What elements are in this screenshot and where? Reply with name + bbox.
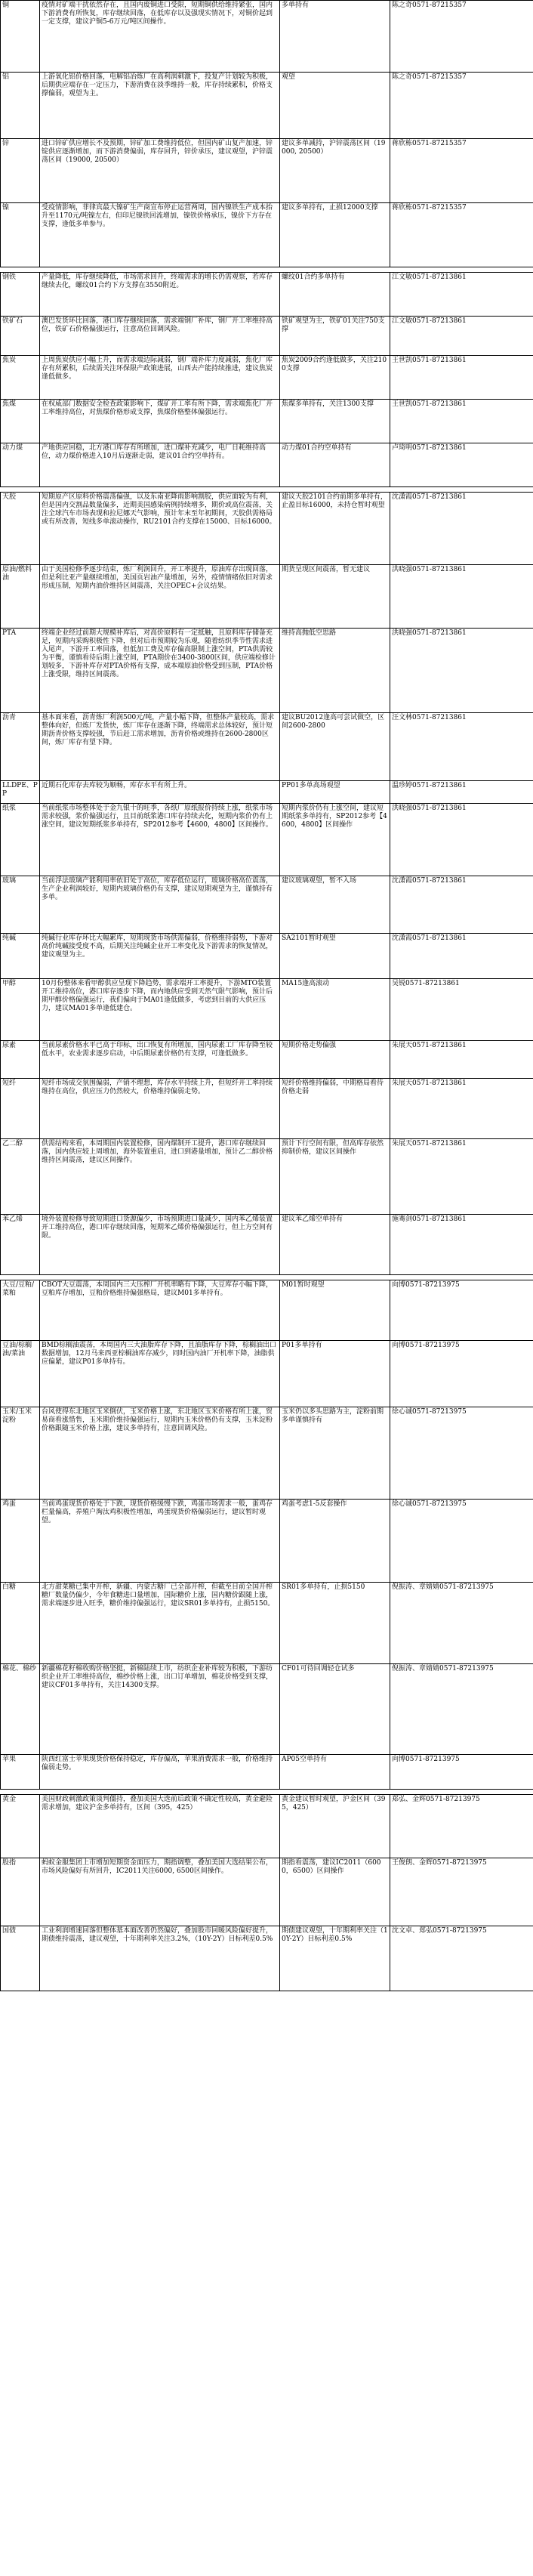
table-row-staple-fiber (1, 1079, 533, 1139)
advice-text: MA15逢高滚动 (280, 979, 390, 1041)
commodity-name: 焦煤 (1, 400, 40, 443)
commodity-name: 棉花、棉纱 (1, 1664, 40, 1755)
analyst-contact: 蒋欣栋0571-87215357 (390, 203, 533, 267)
table-row-copper (1, 1, 533, 73)
analysis-text: 境外装置检修导致短期进口货源偏少，市场预期进口量减少，国内苯乙烯装置开工维持高位，港口库存继续回落，短期苯乙烯价格偏强运行，但上方空间有限。 (40, 1215, 280, 1275)
analysis-text: 由于美国检修季逐步结束，炼厂利润回升，开工率提升，原油库存出现回落，但是利比亚产量继续增加，美国页岩油产量增加，另外，疫情情绪依旧对需求形成压制，短期内油价维持区间震荡，关注OPEC+会议结果。 (40, 565, 280, 629)
analysis-text: 产地供应回稳，北方港口库存有所增加，进口煤补充减少，电厂日耗维持高位，动力煤价格进入10月后逐渐走弱，建议01合约空单持有。 (40, 443, 280, 487)
table-row-aluminium (1, 73, 533, 139)
advice-text: PP01多单高场观望 (280, 781, 390, 804)
commodity-name: 乙二醇 (1, 1139, 40, 1215)
analysis-text: 短纤市场成交氛围偏弱，产销不理想，库存水平持续上升，但短纤开工率持续维持在高位，供应压力仍然较大，价格维持偏弱走势。 (40, 1079, 280, 1139)
advice-text: AP05空单持有 (280, 1755, 390, 1790)
commodity-name: 铁矿石 (1, 317, 40, 356)
analysis-text: 短期原产区原料价格震荡偏强，以及东南亚降雨影响割胶，供应面较为有利，但是国内交割品数量偏多，近期美国感染病例持续增多，期价或高位震荡，关注全球汽车市场表现和拉尼娜天气影响，预计年末至年初期间，天胶供需格局或有所改善，短线多单滚动操作，RU2101合约支撑在15000、目标16000。 (40, 493, 280, 565)
advice-text: 维持高抛低空思路 (280, 629, 390, 713)
commodity-name: 锌 (1, 139, 40, 203)
advice-text: 焦炭2009合约逢低做多，关注2100支撑 (280, 356, 390, 400)
commodity-name: 原油/燃料油 (1, 565, 40, 629)
analyst-contact: 向博0571-87213975 (390, 1280, 533, 1341)
analyst-contact: 沈文卓、郑弘0571-87213975 (390, 1926, 533, 1991)
table-row-styrene (1, 1215, 533, 1275)
section-gap (1, 1790, 533, 1795)
table-row-nickel (1, 203, 533, 267)
advice-text: SR01多单持有，止损5150 (280, 1583, 390, 1664)
analyst-contact: 朱展天0571-87213861 (390, 1139, 533, 1215)
advice-text: P01多单持有 (280, 1341, 390, 1407)
advice-text: 焦煤多单持有，关注1300支撑 (280, 400, 390, 443)
commodity-name: 短纤 (1, 1079, 40, 1139)
table-row-sugar (1, 1583, 533, 1664)
table-row-zinc (1, 139, 533, 203)
analyst-contact: 郑弘、金辉0571-87213975 (390, 1795, 533, 1858)
analysis-text: 上周焦炭供应小幅上升，而需求端边际减弱，钢厂端补库力度减弱，焦化厂库存有所累积，后续需关注环保限产政策进展，山西去产能持续推进，建议焦炭逢低做多。 (40, 356, 280, 400)
commodity-name: 苯乙烯 (1, 1215, 40, 1275)
advice-text: 铁矿观望为主，铁矿01关注750支撑 (280, 317, 390, 356)
advice-text: 螺纹01合约多单持有 (280, 273, 390, 317)
commodity-name: 玉米/玉米淀粉 (1, 1407, 40, 1500)
table-row-thermal-coal (1, 443, 533, 487)
table-row-meg (1, 1139, 533, 1215)
analysis-text: 纯碱行业库存环比大幅累库，短期现货市场供需偏弱，价格维持弱势，下游对高价纯碱接受度不高，后期关注纯碱企业开工率变化及下游需求的恢复情况，建议观望为主。 (40, 934, 280, 979)
commodity-name: 甲醇 (1, 979, 40, 1041)
commodity-name: LLDPE、PP (1, 781, 40, 804)
table-row-urea (1, 1041, 533, 1079)
analysis-text: 工业利润增速回落但整体基本面改善仍然偏好，叠加股市回暖风险偏好提升，期债维持震荡，建议观望，十年期利率关注3.2%，（10Y-2Y）目标利差0.5% (40, 1926, 280, 1991)
section-gap (1, 1275, 533, 1280)
analysis-text: 新疆棉花籽棉收购价格坚挺，新棉陆续上市，纺织企业补库较为积极，下游纺织企业开工率维持高位，棉纱价格上涨，出口订单增加，棉花价格受到支撑，建议CF01多单持有，关注14300支撑。 (40, 1664, 280, 1755)
table-row-asphalt (1, 713, 533, 781)
analysis-text: 供需结构来看，本周期国内装置检修，国内煤制开工提升，港口库存继续回落，国内供应较上周增加，海外装置重启，进口到港量增加，预计乙二醇价格维持区间震荡，建议区间操作。 (40, 1139, 280, 1215)
commodity-name: 大豆/豆粕/菜粕 (1, 1280, 40, 1341)
analysis-text: 蚂蚁金服集团上市增加短期资金面压力，期指调整，叠加美国大选结果公布，市场风险偏好有所回升，IC2011关注6000, 6500区间操作。 (40, 1858, 280, 1926)
commodity-name: 焦炭 (1, 356, 40, 400)
table-row-coke (1, 356, 533, 400)
advice-text: 建议多单减持，沪锌震荡区间（19000, 20500） (280, 139, 390, 203)
analyst-contact: 温珍婷0571-87213861 (390, 781, 533, 804)
analyst-contact: 沈潇霞0571-87213861 (390, 493, 533, 565)
advice-text: 预计下行空间有限，但高库存依然抑制价格，建议区间操作 (280, 1139, 390, 1215)
advice-text: 期债建议观望，十年期利率关注（10Y-2Y）目标利差0.5% (280, 1926, 390, 1991)
advice-text: 短纤价格维持偏弱，中期格局看待价格走弱 (280, 1079, 390, 1139)
commodity-name: 镍 (1, 203, 40, 267)
analyst-contact: 陈之奇0571-87215357 (390, 1, 533, 73)
analysis-text: 北方甜菜糖已集中开榨，新疆、内蒙古糖厂已全部开榨，但截至目前全国开榨糖厂数量仍偏少，今年食糖进口量增加，国际糖价上涨，国内糖价跟随上涨，需求端逐步进入旺季，糖价维持偏强运行，建议SR01多单持有，止损5150。 (40, 1583, 280, 1664)
table-row-oils (1, 1341, 533, 1407)
analyst-contact: 沈潇霞0571-87213861 (390, 876, 533, 934)
table-row-pulp (1, 804, 533, 876)
commodity-name: 动力煤 (1, 443, 40, 487)
analyst-contact: 江文敏0571-87213861 (390, 317, 533, 356)
analyst-contact: 沈潇霞0571-87213861 (390, 934, 533, 979)
analysis-text: 近期石化库存去库较为顺畅，库存水平有所上升。 (40, 781, 280, 804)
advice-text: 多单持有 (280, 1, 390, 73)
table-row-lldpe-pp (1, 781, 533, 804)
commodity-name: 玻璃 (1, 876, 40, 934)
table-row-index-futures (1, 1858, 533, 1926)
analysis-text: 基本面来看，沥青炼厂利润500元/吨，产量小幅下降，但整体产量较高，需求整体向好，但炼厂发货快，炼厂库存在逐渐下降，终端需求总体较好，预计短期沥青价格支撑较强，节后赶工需求增加，沥青价格或维持在2600-2800区间，炼厂库存有望下降。 (40, 713, 280, 781)
commodity-name: 黄金 (1, 1795, 40, 1858)
table-row-cotton (1, 1664, 533, 1755)
table-row-rubber (1, 493, 533, 565)
analysis-text: 受疫情影响，菲律宾最大镍矿生产商宣布停止运营两周，国内镍铁生产成本抬升至1170元/吨镍左右，但印尼镍铁回流增加，镍铁价格承压，镍价下方存在支撑，逢低多单参与。 (40, 203, 280, 267)
analysis-text: CBOT大豆震荡，本周国内三大压榨厂开机率略有下降，大豆库存小幅下降，豆粕库存增加，豆粕价格维持偏强格局，建议M01多单持有。 (40, 1280, 280, 1341)
analyst-contact: 蒋欣栋0571-87215357 (390, 139, 533, 203)
analyst-contact: 王世凯0571-87213861 (390, 400, 533, 443)
section-gap (1, 487, 533, 493)
analyst-contact: 江文敏0571-87213861 (390, 273, 533, 317)
analysis-text: 产量降低，库存继续降低，市场需求回升，终端需求的增长仍需观察，若库存继续去化，螺纹01合约下方支撑在3550附近。 (40, 273, 280, 317)
advice-text: 玉米仍以多头思路为主，淀粉前期多单谨慎持有 (280, 1407, 390, 1500)
analyst-contact: 施骞剑0571-87213861 (390, 1215, 533, 1275)
advice-text: 观望 (280, 73, 390, 139)
commodity-name: 鸡蛋 (1, 1500, 40, 1583)
analysis-text: 当前鸡蛋现货价格处于下跌，现货价格缓慢下跌，鸡蛋市场需求一般，蛋鸡存栏量偏高，养殖户淘汰鸡积极性增加，鸡蛋现货价格偏弱运行，建议暂时观望。 (40, 1500, 280, 1583)
commodity-name: 白糖 (1, 1583, 40, 1664)
analyst-contact: 汪文林0571-87213861 (390, 713, 533, 781)
analysis-text: 台风使得东北地区玉米倒伏，玉米价格上涨，东北地区玉米价格有所上涨，贸易商看涨惜售，玉米期价维持偏强运行，短期内玉米价格仍有支撑，玉米淀粉价格跟随玉米价格上涨，建议多单持有，注意回调风险。 (40, 1407, 280, 1500)
commodity-name: 铝 (1, 73, 40, 139)
analyst-contact: 吴锐0571-87213861 (390, 979, 533, 1041)
analyst-contact: 倪振涛、章婧婧0571-87213975 (390, 1583, 533, 1664)
advice-text: 短期价格走势偏强 (280, 1041, 390, 1079)
analyst-contact: 王俊朗、金辉0571-87213975 (390, 1858, 533, 1926)
analyst-contact: 朱展天0571-87213861 (390, 1079, 533, 1139)
analysis-text: 在权威部门数据安全检查政策影响下，煤矿开工率有所下降，需求端焦化厂开工率维持高位，对焦煤价格形成支撑，焦煤价格整体偏强运行。 (40, 400, 280, 443)
commodity-name: 铜 (1, 1, 40, 73)
analyst-contact: 向博0571-87213975 (390, 1341, 533, 1407)
analysis-text: 终端企业经过前期大规模补库后，对高价原料有一定抵触，且原料库存储备充足，短期内采购积极性下降，但对后市预期较为乐观，随着纺织季节性需求进入尾声，下游开工率回落，但低加工费及库存偏高限制上涨空间，PTA供需较为平衡，谨慎看待后期上涨空间，PTA期价在3400-3800区间，供应端检修计划较多，下游补库存对PTA价格有支撑，成本端原油价格受到压制，PTA价格上涨受限，维持区间震荡。 (40, 629, 280, 713)
advice-text: 鸡蛋考虑1-5反套操作 (280, 1500, 390, 1583)
analyst-contact: 陈之奇0571-87215357 (390, 73, 533, 139)
analysis-text: 10月份整体来看甲醇供应呈现下降趋势，需求端开工率提升，下游MTO装置开工维持高位，港口库存逐步下降，而内地供应受到天然气限气影响，预计后期甲醇价格偏强运行，我们偏向于MA01逢低做多，考虑到目前的大供应压力，建议MA01多单逢低建仓。 (40, 979, 280, 1041)
advice-text: 建议苯乙烯空单持有 (280, 1215, 390, 1275)
advice-text: 短期内浆价仍有上涨空间，建议短期纸浆多单持有，SP2012参考【4600，4800】区间操作 (280, 804, 390, 876)
advice-text: SA2101暂时观望 (280, 934, 390, 979)
advice-text: 动力煤01合约空单持有 (280, 443, 390, 487)
analyst-contact: 徐心诚0571-87213975 (390, 1407, 533, 1500)
table-row-glass (1, 876, 533, 934)
commodity-name: 股指 (1, 1858, 40, 1926)
commodity-name: 苹果 (1, 1755, 40, 1790)
commodity-name: 沥青 (1, 713, 40, 781)
table-row-apple (1, 1755, 533, 1790)
analysis-text: 当前尿素价格水平已高于印标，出口恢复有所增加，国内尿素工厂库存降至较低水平，农业需求逐步启动，中后期尿素价格仍有支撑，可逢低做多。 (40, 1041, 280, 1079)
analysis-text: 进口锌矿供应增长不及预期，锌矿加工费维持低位，但国内矿山复产加速，锌锭供应逐渐增加，而下游消费偏弱，库存回升，锌价承压，建议观望，沪锌震荡区间（19000, 20500） (40, 139, 280, 203)
table-row-iron-ore (1, 317, 533, 356)
table-row-gold (1, 1795, 533, 1858)
commodity-name: 钢铁 (1, 273, 40, 317)
advice-text: 建议多单持有，止损12000支撑 (280, 203, 390, 267)
analyst-contact: 洪晓强0571-87213861 (390, 804, 533, 876)
commodity-name: 纸浆 (1, 804, 40, 876)
analysis-text: 美国财政刺激政策谈判僵持，叠加美国大选前后政策不确定性较高，黄金避险需求增加，建议沪金多单持有，区间（395，425） (40, 1795, 280, 1858)
advice-text: 黄金建议暂时观望，沪金区间（395，425） (280, 1795, 390, 1858)
commodity-name: 纯碱 (1, 934, 40, 979)
analyst-contact: 徐心诚0571-87213975 (390, 1500, 533, 1583)
analyst-contact: 洪晓强0571-87213861 (390, 629, 533, 713)
advice-text: M01暂时观望 (280, 1280, 390, 1341)
analysis-text: 上游氧化铝价格回落，电解铝冶炼厂在高利润刺激下，投复产计划较为积极，后期供应端存在一定压力，下游消费在淡季维持一般，库存持续累积，价格支撑偏弱，观望为主。 (40, 73, 280, 139)
analysis-text: 当前纸浆市场整体处于金九银十的旺季，各纸厂原纸报价持续上涨，纸浆市场需求较强，浆价偏强运行，且目前纸浆港口库存持续去化，短期内浆价仍有上涨空间，建议短期纸浆多单持有，SP2012参考【4600，4800】区间操作。 (40, 804, 280, 876)
table-row-coking-coal (1, 400, 533, 443)
table-row-soda-ash (1, 934, 533, 979)
table-row-corn (1, 1407, 533, 1500)
advice-text: CF01可待回调轻仓试多 (280, 1664, 390, 1755)
table-row-eggs (1, 1500, 533, 1583)
advice-text: 建议天胶2101合约前期多单持有，止盈目标16000，未持仓暂时观望 (280, 493, 390, 565)
table-row-soy-meal (1, 1280, 533, 1341)
advice-text: 期指看震荡，建议IC2011（6000，6500）区间操作 (280, 1858, 390, 1926)
table-row-methanol (1, 979, 533, 1041)
table-row-crude-oil (1, 565, 533, 629)
analyst-contact: 卢琦明0571-87213861 (390, 443, 533, 487)
commodity-name: 尿素 (1, 1041, 40, 1079)
commodity-name: 天胶 (1, 493, 40, 565)
advice-text: 建议BU2012逢高可尝试做空，区间2600-2800 (280, 713, 390, 781)
analysis-text: 疫情对矿端干扰依然存在，且国内废铜进口受限，短期铜供给维持紧张，国内下游消费有所恢复，库存继续回落，在低库存以及强现实情况下，对铜价起到一定支撑，建议沪铜5-6万元/吨区间操作。 (40, 1, 280, 73)
analyst-contact: 洪晓强0571-87213861 (390, 565, 533, 629)
advice-text: 建议玻璃观望，暂不入场 (280, 876, 390, 934)
commodity-name: 国债 (1, 1926, 40, 1991)
section-gap (1, 267, 533, 273)
commodity-name: 豆油/棕榈油/菜油 (1, 1341, 40, 1407)
analysis-text: 陕西红富士苹果现货价格保持稳定，库存偏高，苹果消费需求一般，价格维持偏弱走势。 (40, 1755, 280, 1790)
table-row-pta (1, 629, 533, 713)
analyst-contact: 倪振涛、章婧婧0571-87213975 (390, 1664, 533, 1755)
analysis-text: 当前浮法玻璃产能利用率依旧处于高位，库存低位运行，玻璃价格高位震荡，生产企业利润较好，短期内玻璃价格仍有支撑，建议短期观望为主，谨慎持有多单。 (40, 876, 280, 934)
advice-text: 期货呈现区间震荡，暂无建议 (280, 565, 390, 629)
analysis-text: 澳巴发货环比回落，港口库存继续回落，需求端钢厂补库，钢厂开工率维持高位，铁矿石价格偏强运行，注意高位回调风险。 (40, 317, 280, 356)
table-row-bonds (1, 1926, 533, 1991)
analyst-contact: 向博0571-87213975 (390, 1755, 533, 1790)
analyst-contact: 朱展天0571-87213861 (390, 1041, 533, 1079)
analysis-text: BMD棕榈油震荡，本周国内三大油脂库存下降，且油脂库存下降，棕榈油出口数据增加，12月马来西亚棕榈油库存减少，同时国内油厂开机率下降，油脂供应偏紧，建议P01多单持有。 (40, 1341, 280, 1407)
analyst-contact: 王世凯0571-87213861 (390, 356, 533, 400)
table-row-steel (1, 273, 533, 317)
commodity-name: PTA (1, 629, 40, 713)
